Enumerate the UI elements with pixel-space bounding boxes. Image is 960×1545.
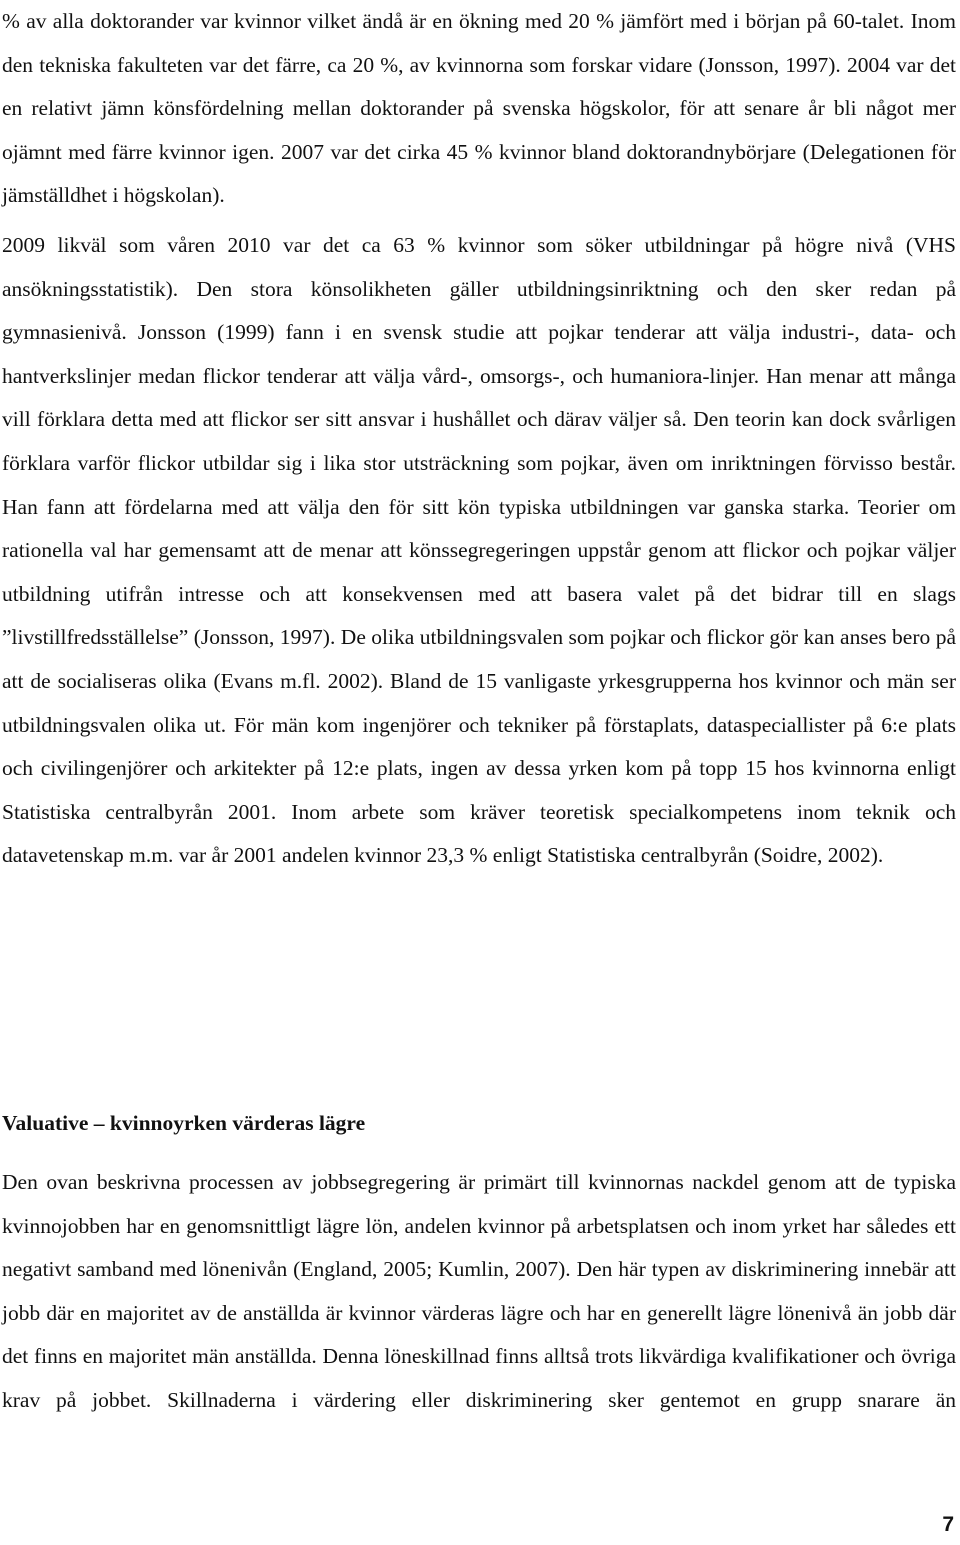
page-number: 7 [942, 1513, 954, 1536]
body-paragraph: % av alla doktorander var kvinnor vilket ändå är en ökning med 20 % jämfört med i början på 60-talet. Inom den tekniska fakulteten var det färre, ca 20 %, av kvinnorna som forskar vidare (Jonsson, 1997). 2004 var det en relativt jämn könsfördelning mellan doktorander på svenska högskolor, för att senare år bli något mer ojämnt med färre kvinnor igen. 2007 var det cirka 45 % kvinnor bland doktorandnybörjare (Delegationen för jämställdhet i högskolan). [2, 9, 956, 208]
body-paragraph: 2009 likväl som våren 2010 var det ca 63 % kvinnor som söker utbildningar på högre nivå (VHS ansökningsstatistik). Den stora könsolikheten gäller utbildningsinriktning och den sker redan på gymnasienivå. Jonsson (1999) fann i en svensk studie att pojkar tenderar att välja industri-, data- och hantverkslinjer medan flickor tenderar att välja vård-, omsorgs-, och humaniora-linjer. Han menar att många vill förklara detta med att flickor ser sitt ansvar i hushållet och därav väljer så. Den teorin kan dock svårligen förklara varför flickor utbildar sig i lika stor utsträckning som pojkar, även om inriktningen förvisso består. Han fann att fördelarna med att välja den för sitt kön typiska utbildningen var ganska starka. Teorier om rationella val har gemensamt att de menar att könssegregeringen uppstår genom att flickor och pojkar väljer utbildning utifrån intresse och att konsekvensen med att basera valet på det bidrar till en slags ”livstillfredsställelse” (Jonsson, 1997). De olika utbildningsvalen som pojkar och flickor gör kan anses bero på att de socialiseras olika (Evans m.fl. 2002). Bland de 15 vanligaste yrkesgrupperna hos kvinnor och män ser utbildningsvalen olika ut. För män kom ingenjörer och tekniker på förstaplats, dataspeciallister på 6:e plats och civilingenjörer och arkitekter på 12:e plats, ingen av dessa yrken kom på topp 15 hos kvinnorna enligt Statistiska centralbyrån 2001. Inom arbete som kräver teoretisk specialkompetens inom teknik och datavetenskap m.m. var år 2001 andelen kvinnor 23,3 % enligt Statistiska centralbyrån (Soidre, 2002). [2, 233, 956, 868]
section-paragraph: Den ovan beskrivna processen av jobbsegregering är primärt till kvinnornas nackdel genom att de typiska kvinnojobben har en genomsnittligt lägre lön, andelen kvinnor på arbetsplatsen och inom yrket har således ett negativt samband med lönenivån (England, 2005; Kumlin, 2007). Den här typen av diskriminering innebär att jobb där en majoritet av de anställda är kvinnor värderas lägre och har en generellt lägre lönenivå än jobb där det finns en majoritet män anställda. Denna löneskillnad finns alltså trots likvärdiga kvalifikationer och övriga krav på jobbet. Skillnaderna i värdering eller diskriminering sker gentemot en grupp snarare än [2, 1170, 956, 1412]
section-heading: Valuative – kvinnoyrken värderas lägre [2, 1111, 366, 1135]
